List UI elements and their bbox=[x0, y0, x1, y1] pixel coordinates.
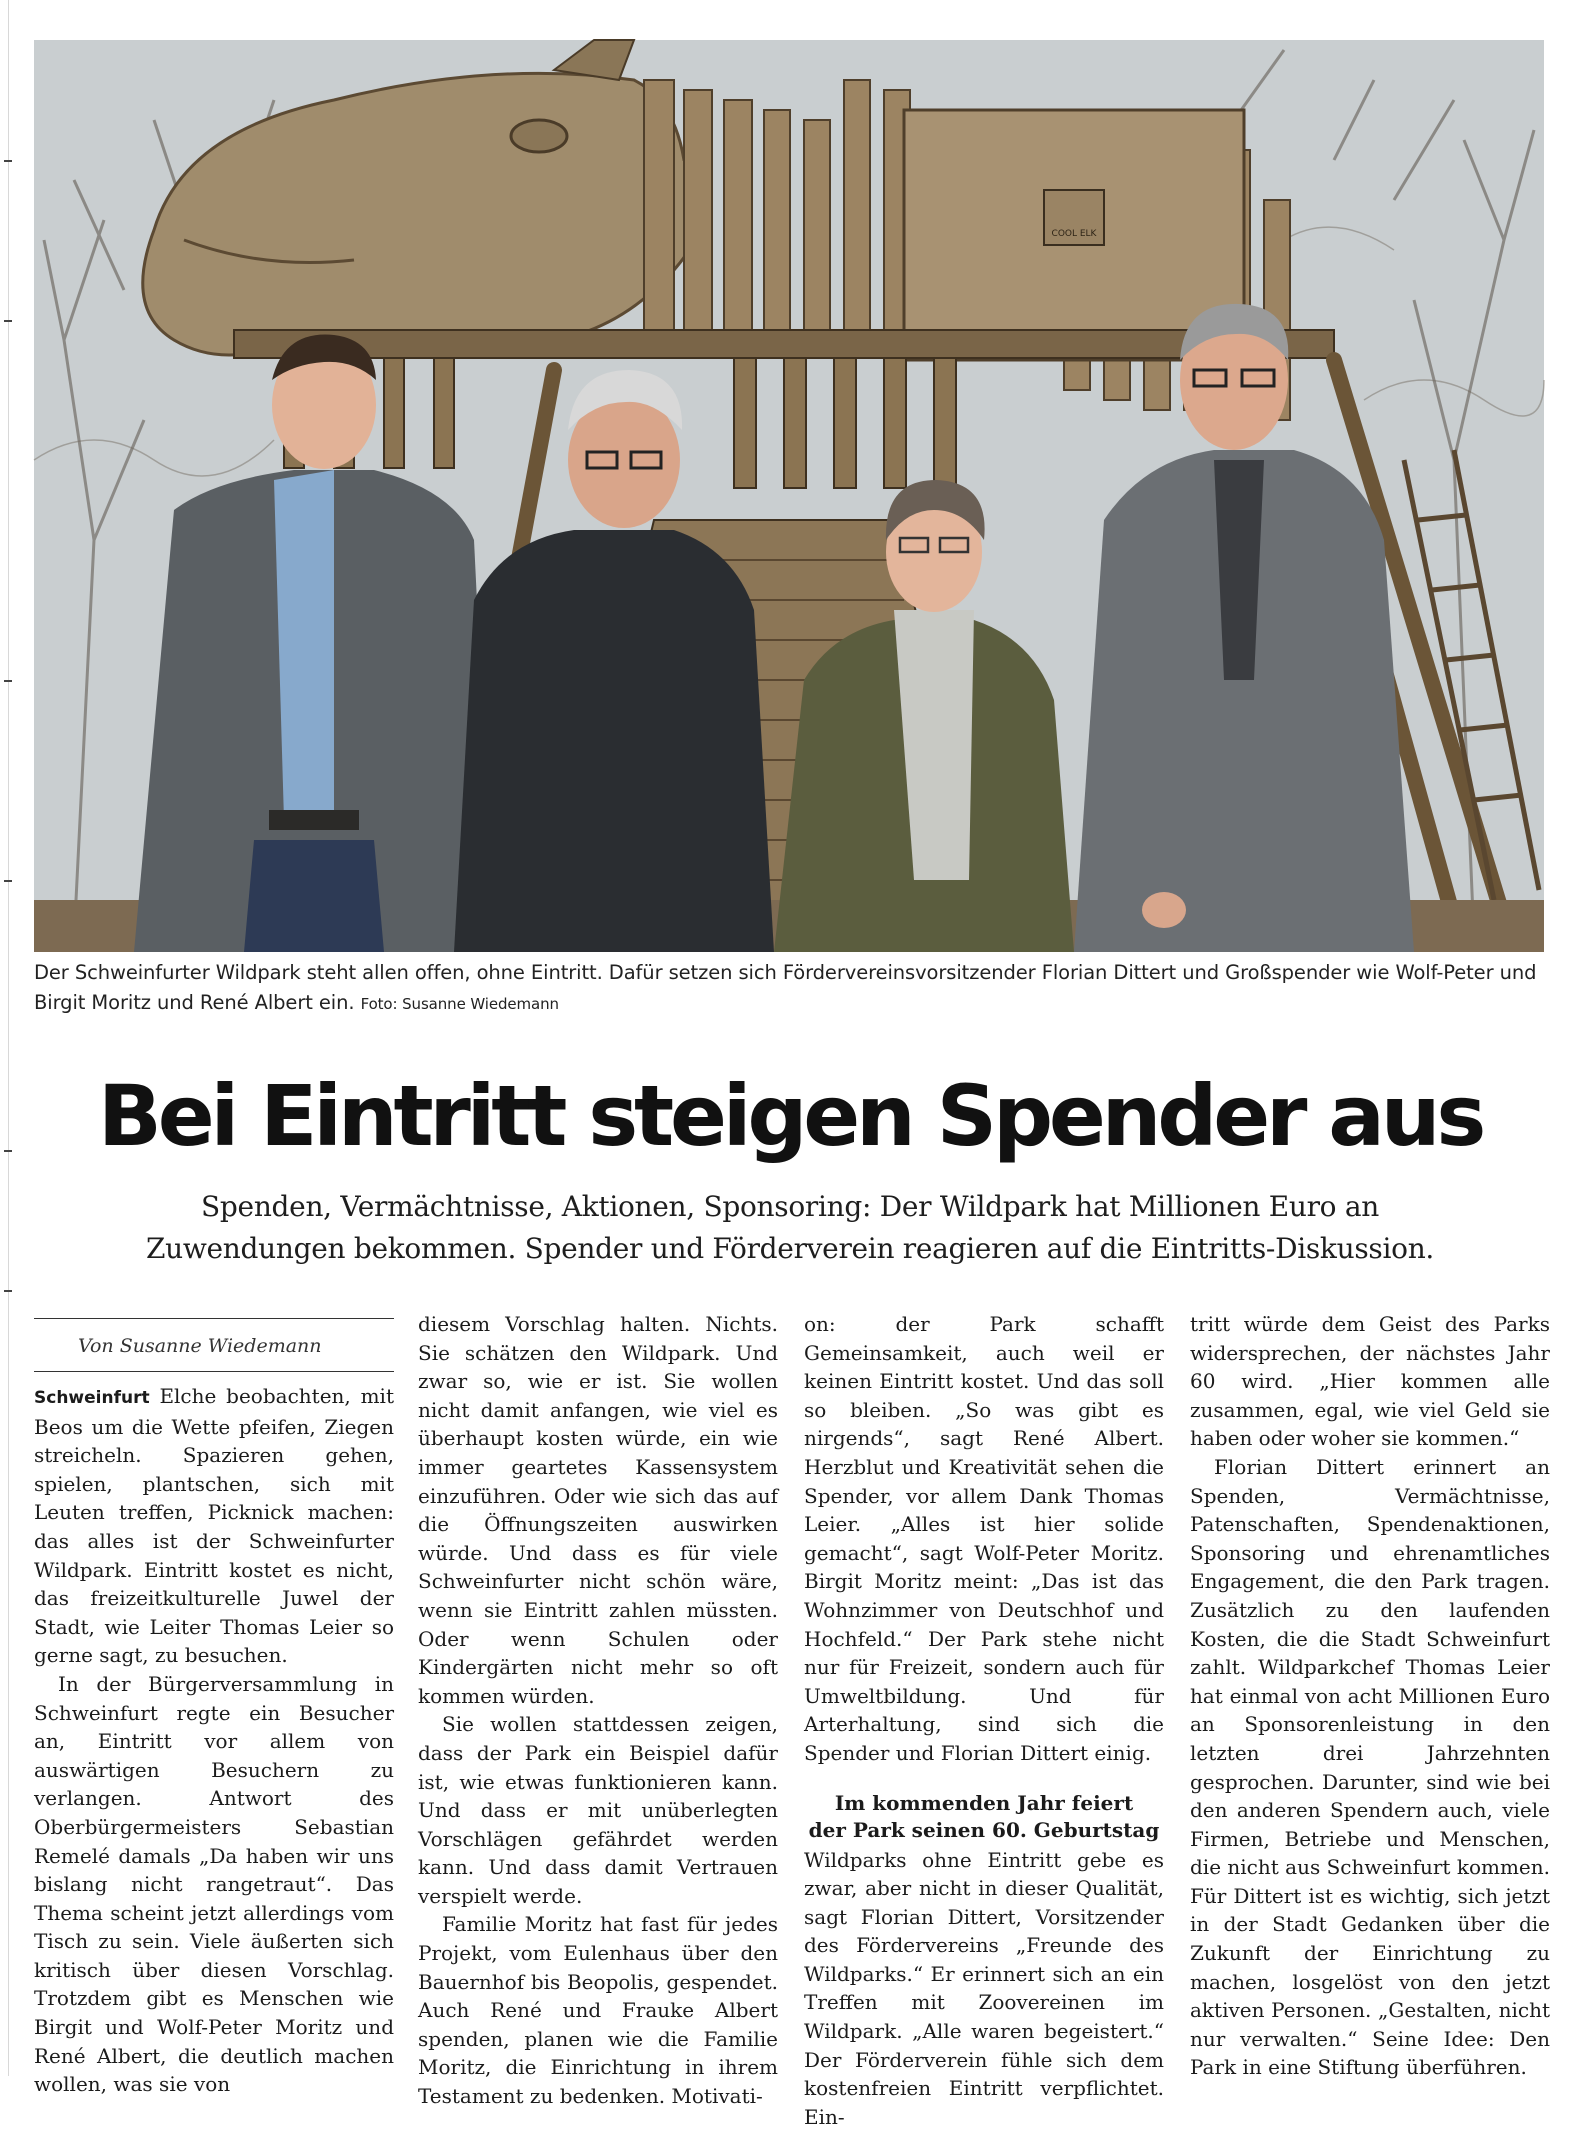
article-column-1 bbox=[34, 1318, 394, 2099]
subheadline bbox=[30, 1186, 1550, 1270]
paragraph: Wildparks ohne Eintritt gebe es zwar, aber nicht in dieser Qualität, sagt Florian Dittert, Vorsitzender des Fördervereins „Freunde des Wildparks.“ Er erinnert sich an ein Treffen mit Zoovereinen im Wildpark. „Alle waren begeistert.“ Der Förderverein fühle sich dem kostenfreien Eintritt verpflichtet. Ein- bbox=[804, 1846, 1164, 2131]
headline: Bei Eintritt steigen Spender aus bbox=[30, 1064, 1550, 1168]
paragraph-text: Elche beobachten, mit Beos um die Wette pfeifen, Ziegen streicheln. Spazieren gehen, spielen, plantschen, sich mit Leuten treffen, Picknick machen: das alles ist der Schweinfurter Wildpark. Eintritt kostet es nicht, das freizeitkulturelle Juwel der Stadt, wie Leiter Thomas Leier so gerne sagt, zu besuchen. bbox=[34, 1384, 394, 1667]
subhead-line-2: Zuwendungen bekommen. Spender und Förderverein reagieren auf die Eintritts-Diskussion. bbox=[30, 1228, 1550, 1270]
margin-tick bbox=[4, 320, 12, 322]
article-column-3 bbox=[804, 1310, 1164, 2131]
crosshead-line-1: Im kommenden Jahr feiert bbox=[804, 1790, 1164, 1817]
paragraph: on: der Park schafft Gemeinsamkeit, auch weil er keinen Eintritt kostet. Und das soll so bleiben. „So was gibt es nirgends“, sagt René Albert. Herzblut und Kreativität sehen die Spender, vor allem Dank Thomas Leier. „Alles ist hier solide gemacht“, sagt Wolf-Peter Moritz. Birgit Moritz meint: „Das ist das Wohnzimmer von Deutschhof und Hochfeld.“ Der Park stehe nicht nur für Freizeit, sondern auch für Umweltbildung. Und für Arterhaltung, sind sich die Spender und Florian Dittert einig. bbox=[804, 1310, 1164, 1768]
photo-credit: Foto: Susanne Wiedemann bbox=[361, 995, 559, 1013]
photo-illustration bbox=[34, 40, 1544, 952]
paragraph: diesem Vorschlag halten. Nichts. Sie schätzen den Wildpark. Und zwar so, wie er ist. Sie wollen nicht damit anfangen, wie viel es überhaupt kosten würde, ein wie immer geartetes Kassensystem einzuführen. Oder wie sich das auf die Öffnungszeiten auswirken würde. Und dass es für viele Schweinfurter nicht schön wäre, wenn sie Eintritt zahlen müssten. Oder wenn Schulen oder Kindergärten nicht mehr so oft kommen würden. bbox=[418, 1310, 778, 1710]
caption-line-2: Birgit Moritz und René Albert ein. bbox=[34, 991, 354, 1014]
article-column-4 bbox=[1190, 1310, 1550, 2082]
byline: Von Susanne Wiedemann bbox=[34, 1333, 394, 1359]
sign-text: COOL ELK bbox=[1052, 229, 1098, 239]
crosshead bbox=[804, 1790, 1164, 1844]
subhead-line-1: Spenden, Vermächtnisse, Aktionen, Sponsoring: Der Wildpark hat Millionen Euro an bbox=[30, 1186, 1550, 1228]
margin-tick bbox=[4, 160, 12, 162]
margin-tick bbox=[4, 680, 12, 682]
paragraph: In der Bürgerversammlung in Schweinfurt regte ein Besucher an, Eintritt vor allem von auswärtigen Besuchern zu verlangen. Antwort des Oberbürgermeisters Sebastian Remelé damals „Da haben wir uns bislang nicht rangetraut“. Das Thema scheint jetzt allerdings vom Tisch zu sein. Viele äußerten sich kritisch über diesen Vorschlag. Trotzdem gibt es Menschen wie Birgit und Wolf-Peter Moritz und René Albert, die deutlich machen wollen, was sie von bbox=[34, 1670, 394, 2099]
margin-tick bbox=[4, 880, 12, 882]
byline-box bbox=[34, 1318, 394, 1372]
margin-tick bbox=[4, 1290, 12, 1292]
paragraph: Sie wollen stattdessen zeigen, dass der Park ein Beispiel dafür ist, wie etwas funktionieren kann. Und dass er mit unüberlegten Vorschlägen gefährdet werden kann. Und dass damit Vertrauen verspielt werde. bbox=[418, 1710, 778, 1910]
article-column-2 bbox=[418, 1310, 778, 2111]
caption-line-1: Der Schweinfurter Wildpark steht allen offen, ohne Eintritt. Dafür setzen sich Fördervereinsvorsitzender Florian Dittert und Großspender wie Wolf-Peter und bbox=[34, 958, 1554, 988]
paragraph bbox=[34, 1382, 394, 1670]
crosshead-line-2: der Park seinen 60. Geburtstag bbox=[804, 1817, 1164, 1844]
paragraph: Familie Moritz hat fast für jedes Projekt, vom Eulenhaus über den Bauernhof bis Beopolis, gespendet. Auch René und Frauke Albert spenden, planen wie die Familie Moritz, die Einrichtung in ihrem Testament zu bedenken. Motivati- bbox=[418, 1910, 778, 2110]
paragraph: Florian Dittert erinnert an Spenden, Vermächtnisse, Patenschaften, Spendenaktionen, Sponsoring und ehrenamtliches Engagement, die den Park tragen. Zusätzlich zu den laufenden Kosten, die die Stadt Schweinfurt zahlt. Wildparkchef Thomas Leier hat einmal von acht Millionen Euro an Sponsorenleistung in den letzten drei Jahrzehnten gesprochen. Darunter, sind wie bei den anderen Spendern auch, viele Firmen, Betriebe und Menschen, die nicht aus Schweinfurt kommen. Für Dittert ist es wichtig, sich jetzt in der Stadt Gedanken über die Zukunft der Einrichtung zu machen, losgelöst von den jetzt aktiven Personen. „Gestalten, nicht nur verwalten.“ Seine Idee: Den Park in eine Stiftung überführen. bbox=[1190, 1453, 1550, 2082]
dateline: Schweinfurt bbox=[34, 1388, 150, 1408]
article-photo bbox=[34, 40, 1544, 952]
page-margin-rule bbox=[8, 0, 9, 2076]
margin-tick bbox=[4, 1150, 12, 1152]
paragraph: tritt würde dem Geist des Parks widersprechen, der nächstes Jahr 60 wird. „Hier kommen alle zusammen, egal, wie viel Geld sie haben oder woher sie kommen.“ bbox=[1190, 1310, 1550, 1453]
photo-caption bbox=[34, 958, 1554, 1019]
